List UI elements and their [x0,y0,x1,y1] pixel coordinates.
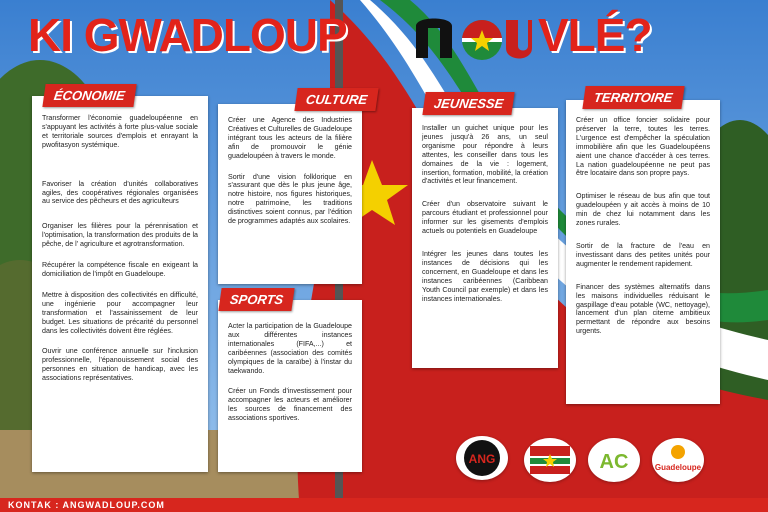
guadeloupe-flag-logo [524,438,576,482]
ac-logo [588,438,640,482]
ang-emblem-icon [460,438,504,478]
list-item: Sortir de la fracture de l'eau en investissant dans des petites unités pour augmenter le rendement rapidement. [576,241,710,268]
list-item: Financer des systèmes alternatifs dans les maisons individuelles réduisant le gaspillage d'eau potable (WC, nettoyage), lancement d'un plan citerne ambitieux permettant de répondre aux besoins urgents. [576,282,710,336]
list-item: Créer un Fonds d'investissement pour accompagner les acteurs et améliorer les sources de financement des associations sportives. [228,387,352,423]
list-item: Optimiser le réseau de bus afin que tout guadeloupéen y ait accès à moins de 10 min de chez lui notamment dans les zones rurales. [576,192,710,228]
list-item: Ouvrir une conférence annuelle sur l'inclusion professionnelle, l'épanouissement social des personnes en situation de handicap, avec les associations représentatives. [42,347,198,383]
list-item: Mettre à disposition des collectivités en difficulté, une ingénierie pour accompagner leur transformation et l'assainissement de leur budget. Les situations de précarité du personnel dans les collectivités doivent être réglées. [42,290,198,335]
ang-logo [456,436,508,480]
list-item: Récupérer la compétence fiscale en exigeant la domiciliation de l'impôt en Guadeloupe. [42,261,198,278]
ac-emblem-icon [592,442,636,478]
page-title-left: KI GWADLOUP [28,9,347,61]
section-label-jeunesse: JEUNESSE [422,92,515,115]
card-jeunesse [412,108,558,368]
footer-contact[interactable]: KONTAK : ANGWADLOUP.COM [8,500,165,510]
list-item: Créer d'un observatoire suivant le parcours étudiant et professionnel pour informer sur les gisements d'emplois actuels ou potentiels en Guadeloupe [422,200,548,236]
list-item: Sortir d'une vision folklorique en s'assurant que dès le plus jeune âge, notre histoire, nos figures historiques, notre patrimoine, les traditions distinctives soient connus, par l'édition de programmes adaptés aux scolaires. [228,172,352,226]
flag-icon [530,446,570,474]
list-item: Créer une Agence des Industries Créatives et Culturelles de Guadeloupe intégrant tous les acteurs de la filière afin de promouvoir le génie guadeloupéen à travers le monde. [228,116,352,160]
section-label-territoire: TERRITOIRE [582,86,684,109]
ang-logo-text: ANG [468,452,496,466]
section-label-economie: ÉCONOMIE [42,84,136,107]
ac-logo-text: AC [599,451,629,473]
list-item: Transformer l'économie guadeloupéenne en s'appuyant les activités à forte plus-value sociale et territoriale sources d'emplois et enrayant la pwofitasyon systémique. [42,114,198,149]
list-item: Favoriser la création d'unités collaboratives agiles, des coopératives régionales organisées au service des pêcheurs et des agriculteurs [42,179,198,206]
guadeloupe-emblem-icon [654,442,702,478]
list-item: Créer un office foncier solidaire pour préserver la terre, toutes les terres. L'urgence est d'empêcher la spéculation immobilière afin que les Guadeloupéens aient une chance d'accéder à ces terres. La nation guadeloupéenne ne peut pas être locataire dans son propre pays. [576,116,710,178]
list-item: Acter la participation de la Guadeloupe aux différentes instances internationales (FIFA,...) et caribéennes (association des comités olympiques de la caraïbe) à l'instar du taekwando. [228,322,352,375]
list-item: Installer un guichet unique pour les jeunes jusqu'à 26 ans, un seul organisme pour répondre à leurs attentes, les conseiller dans tous les domaines de la vie : logement, insertion, formation, mobilité, la création d'activités et leur financement. [422,124,548,186]
list-item: Organiser les filières pour la pérennisation et l'optimisation, la transformation des produits de la pêche, de l' agriculture et agrotransformation. [42,222,198,249]
card-sports [218,300,362,472]
card-culture [218,104,362,284]
nou-logo [412,12,532,62]
guadeloupe-logo [652,438,704,482]
page-title-right: VLÉ? [538,9,652,61]
list-item: Intégrer les jeunes dans toutes les instances de décisions qui les concernent, en Guadeloupe et dans les instances caribéennes (Caribbean Youth Council par exemple) et dans les instances internationales. [422,249,548,303]
card-economie [32,96,208,472]
card-territoire [566,100,720,404]
section-label-culture: CULTURE [294,88,378,111]
guadeloupe-logo-text: Guadeloupe [654,463,702,472]
section-label-sports: SPORTS [218,288,294,311]
